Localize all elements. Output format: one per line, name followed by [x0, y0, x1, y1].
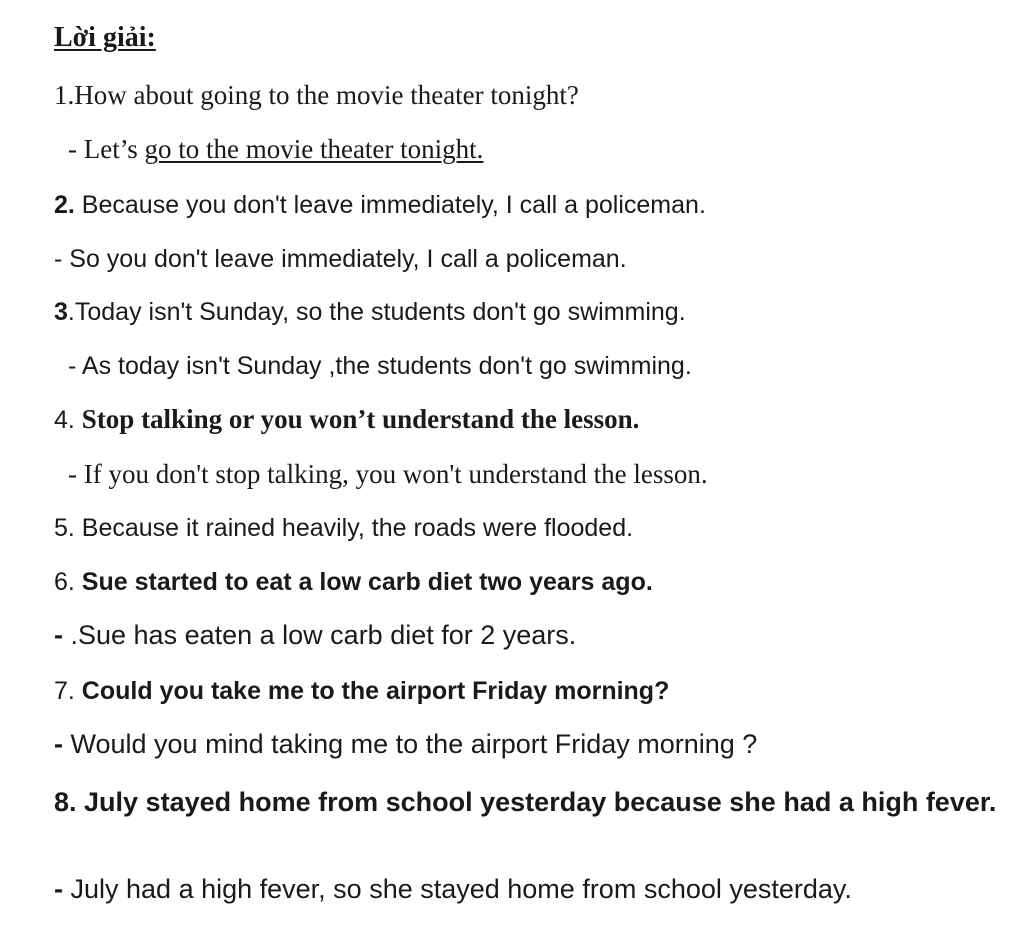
question-number: 7.: [54, 677, 82, 705]
question-text: Stop talking or you won’t understand the lesson.: [81, 404, 640, 434]
answer-text: As today isn't Sunday ,the students don't go swimming.: [81, 352, 692, 380]
answer-text: .Sue has eaten a low carb diet for 2 years.: [70, 620, 577, 650]
question-number: 1.: [54, 80, 75, 110]
question-text: Sue started to eat a low carb diet two years ago.: [81, 568, 653, 596]
question-text: .Today isn't Sunday, so the students don't go swimming.: [67, 298, 686, 326]
question-number: 6.: [54, 568, 82, 596]
question-number: 5.: [54, 514, 82, 542]
question-3: [54, 298, 686, 327]
question-number: 4.: [54, 406, 82, 434]
answer-prefix: -: [54, 729, 71, 759]
answer-1: [68, 134, 483, 165]
question-text: Because it rained heavily, the roads were flooded.: [81, 514, 634, 542]
answer-7: [54, 729, 757, 760]
question-number: 8.: [54, 787, 85, 817]
page-title: Lời giải:: [54, 22, 156, 53]
answer-8: [54, 874, 852, 905]
answer-prefix: -: [68, 459, 84, 489]
answer-4: [68, 459, 708, 490]
question-5: [54, 514, 633, 543]
answer-6: [54, 620, 576, 651]
question-1: [54, 80, 579, 111]
question-8: [54, 784, 1004, 820]
answer-prefix: - Let’s: [68, 134, 145, 164]
question-7: [54, 677, 669, 706]
answer-text: Would you mind taking me to the airport Friday morning ?: [70, 729, 758, 759]
question-6: [54, 568, 653, 597]
question-text: July stayed home from school yesterday because she had a high fever.: [84, 787, 997, 817]
answer-3: [68, 352, 692, 381]
answer-text: If you don't stop talking, you won't understand the lesson.: [83, 459, 708, 489]
question-text: Could you take me to the airport Friday morning?: [81, 677, 670, 705]
answer-text: go to the movie theater tonight.: [144, 134, 484, 164]
answer-2: [54, 245, 627, 274]
answer-text: So you don't leave immediately, I call a policeman.: [69, 245, 627, 273]
question-text: Because you don't leave immediately, I call a policeman.: [74, 191, 706, 219]
question-number: 3: [54, 298, 68, 326]
answer-prefix: -: [54, 874, 71, 904]
question-2: [54, 191, 706, 220]
answer-text: July had a high fever, so she stayed home from school yesterday.: [70, 874, 852, 904]
question-text: How about going to the movie theater tonight?: [74, 80, 579, 110]
answer-prefix: -: [54, 245, 70, 273]
question-number: 2.: [54, 191, 75, 219]
answer-prefix: -: [68, 352, 82, 380]
question-4: [54, 404, 639, 435]
answer-prefix: -: [54, 620, 71, 650]
